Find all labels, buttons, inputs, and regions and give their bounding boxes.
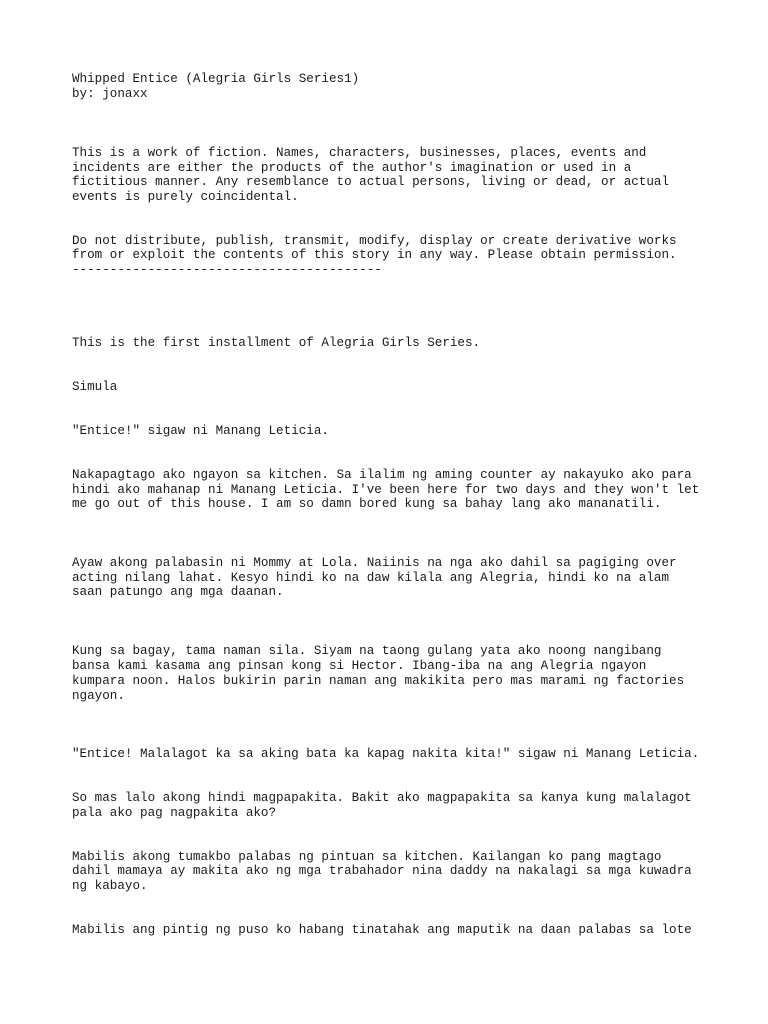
paragraph-line: Nakapagtago ako ngayon sa kitchen. Sa ilalim ng aming counter ay nakayuko ako para	[72, 468, 692, 482]
paragraph-line: dahil mamaya ay makita ako ng mga trabahador nina daddy na nakalagi sa mga kuwadra	[72, 864, 692, 878]
paragraph-line: Ayaw akong palabasin ni Mommy at Lola. Naiinis na nga ako dahil sa pagiging over	[72, 556, 677, 570]
paragraph-line: me go out of this house. I am so damn bored kung sa bahay lang ako mananatili.	[72, 497, 662, 511]
paragraph-line: ngayon.	[72, 689, 125, 703]
paragraph-line: "Entice!" sigaw ni Manang Leticia.	[72, 424, 329, 438]
paragraph-line: saan patungo ang mga daanan.	[72, 585, 284, 599]
paragraph-line: Mabilis ang pintig ng puso ko habang tinatahak ang maputik na daan palabas sa lote	[72, 923, 692, 937]
copyright-line: Do not distribute, publish, transmit, modify, display or create derivative works	[72, 234, 677, 248]
separator-line: -----------------------------------------	[72, 263, 382, 277]
disclaimer-line: fictitious manner. Any resemblance to actual persons, living or dead, or actual	[72, 175, 670, 189]
paragraph-line: acting nilang lahat. Kesyo hindi ko na daw kilala ang Alegria, hindi ko na alam	[72, 571, 670, 585]
disclaimer-line: This is a work of fiction. Names, characters, businesses, places, events and	[72, 146, 647, 160]
document-title: Whipped Entice (Alegria Girls Series1)	[72, 72, 360, 86]
disclaimer-line: incidents are either the products of the author's imagination or used in a	[72, 161, 632, 175]
paragraph-line: kumpara noon. Halos bukirin parin naman ang makikita pero mas marami ng factories	[72, 674, 685, 688]
paragraph-line: Mabilis akong tumakbo palabas ng pintuan sa kitchen. Kailangan ko pang magtago	[72, 850, 662, 864]
intro-line: This is the first installment of Alegria Girls Series.	[72, 336, 481, 350]
disclaimer-line: events is purely coincidental.	[72, 190, 299, 204]
paragraph-line: Kung sa bagay, tama naman sila. Siyam na taong gulang yata ako noong nangibang	[72, 644, 662, 658]
document-byline: by: jonaxx	[72, 87, 148, 101]
paragraph-line: hindi ako mahanap ni Manang Leticia. I've been here for two days and they won't let	[72, 483, 700, 497]
chapter-heading: Simula	[72, 380, 118, 394]
paragraph-line: So mas lalo akong hindi magpapakita. Bakit ako magpapakita sa kanya kung malalagot	[72, 791, 692, 805]
paragraph-line: ng kabayo.	[72, 879, 148, 893]
paragraph-line: "Entice! Malalagot ka sa aking bata ka kapag nakita kita!" sigaw ni Manang Leticia.	[72, 747, 700, 761]
paragraph-line: bansa kami kasama ang pinsan kong si Hector. Ibang-iba na ang Alegria ngayon	[72, 659, 647, 673]
paragraph-line: pala ako pag nagpakita ako?	[72, 806, 277, 820]
copyright-line: from or exploit the contents of this story in any way. Please obtain permission.	[72, 248, 677, 262]
